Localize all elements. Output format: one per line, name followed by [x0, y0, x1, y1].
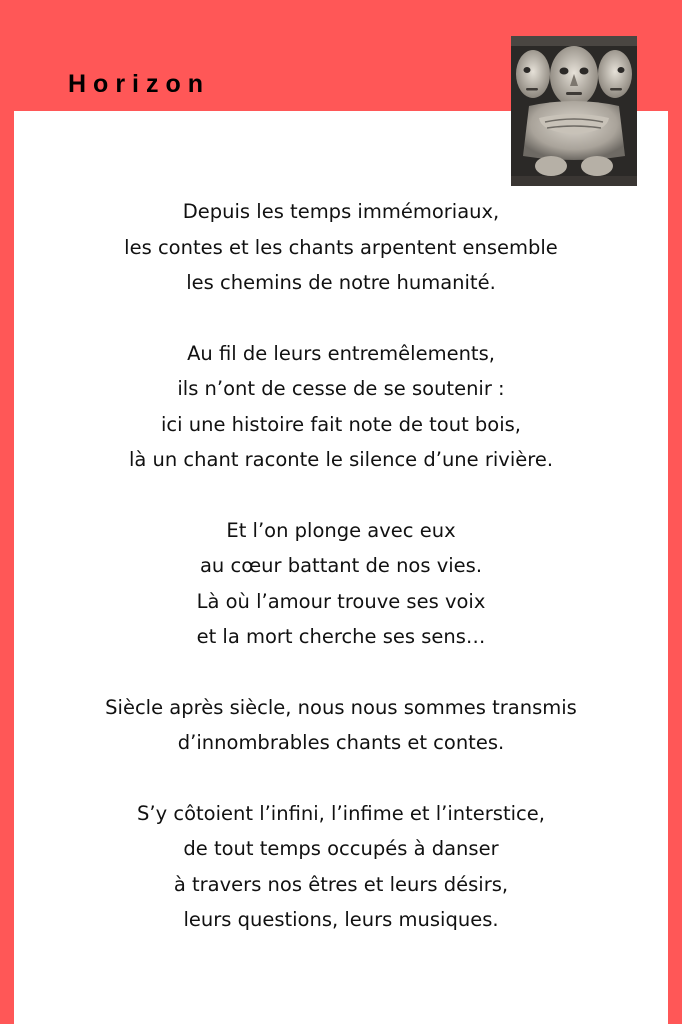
- stanza-4: [14, 690, 668, 761]
- poem-line: ils n’ont de cesse de se soutenir :: [177, 377, 505, 400]
- poem-line: Et l’on plonge avec eux: [226, 518, 456, 542]
- poem-line: de tout temps occupés à danser: [183, 837, 499, 860]
- stanza-1: [14, 194, 668, 301]
- poem-line: les contes et les chants arpentent ensemble: [124, 235, 558, 259]
- poem-line: les chemins de notre humanité.: [186, 271, 496, 294]
- poem-line: d’innombrables chants et contes.: [177, 731, 505, 754]
- stanza-2: [14, 336, 668, 478]
- poem-line: Depuis les temps immémoriaux,: [182, 200, 500, 223]
- three-faced-stone-carving-icon: [511, 36, 637, 186]
- stanza-5: [14, 796, 668, 938]
- poem-line: Au fil de leurs entremêlements,: [187, 341, 495, 365]
- stanza-3: [14, 513, 668, 655]
- page-title: Horizon: [68, 70, 211, 98]
- poem-line: à travers nos êtres et leurs désirs,: [173, 872, 509, 896]
- stone-carving-image: [511, 36, 637, 186]
- poem-line: au cœur battant de nos vies.: [199, 554, 483, 577]
- poem-line: et la mort cherche ses sens…: [196, 625, 486, 648]
- poem: [14, 194, 668, 973]
- poem-line: ici une histoire fait note de tout bois,: [160, 412, 522, 436]
- poem-line: leurs questions, leurs musiques.: [183, 908, 499, 931]
- poem-line: S’y côtoient l’infini, l’infime et l’interstice,: [137, 801, 545, 825]
- poem-line: là un chant raconte le silence d’une rivière.: [128, 448, 554, 471]
- poem-line: Là où l’amour trouve ses voix: [196, 589, 486, 613]
- poem-line: Siècle après siècle, nous nous sommes transmis: [105, 695, 577, 719]
